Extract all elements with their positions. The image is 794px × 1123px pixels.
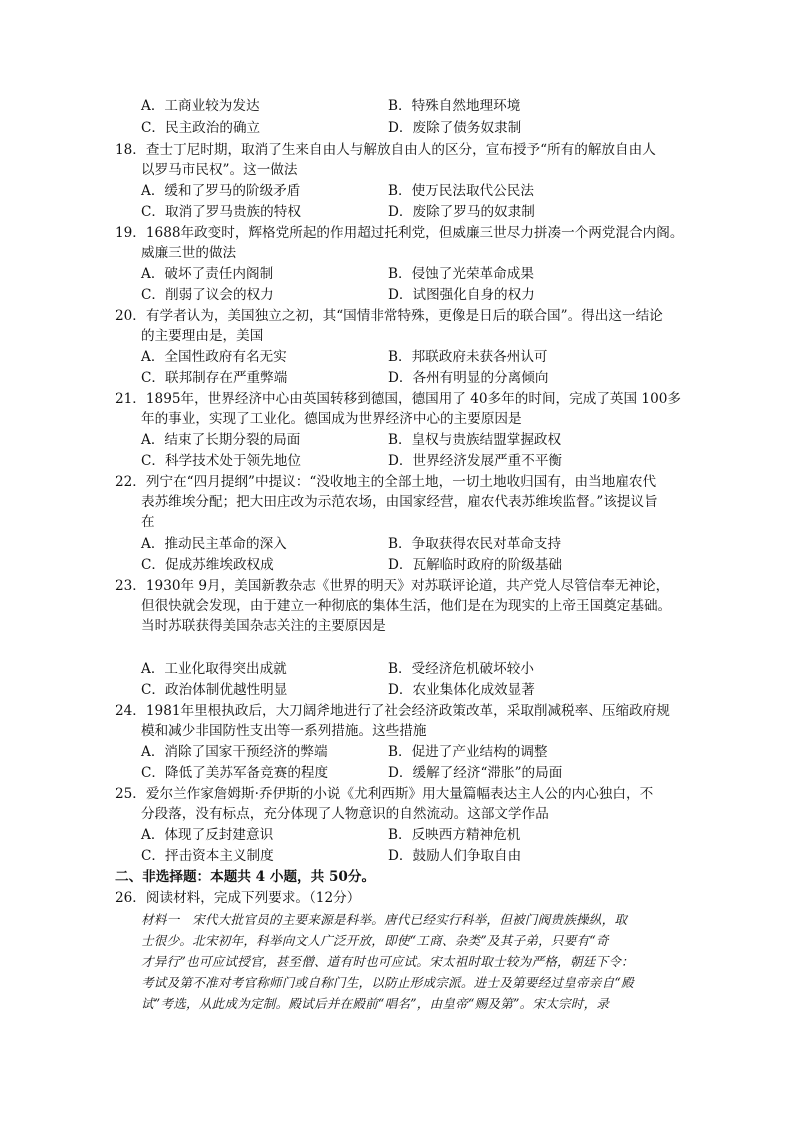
q17-option-d: D．废除了债务奴隶制: [388, 120, 522, 136]
q23-option-b: B．受经济危机破坏较小: [388, 661, 534, 677]
q19-stem-line-1: 19．1688年政变时，辉格党所起的作用超过托利党，但威廉三世尽力拼凑一个两党混合内阁。: [115, 225, 684, 241]
q23-stem-line-2: 但很快就会发现，由于建立一种彻底的集体生活，他们是在为现实的上帝王国奠定基础。: [141, 598, 672, 614]
q25-stem-line-2: 分段落，没有标点，充分体现了人物意识的自然流动。这部文学作品: [141, 806, 549, 822]
q23-stem-line-3: 当时苏联获得美国杂志关注的主要原因是: [141, 618, 386, 634]
q22-stem-line-2: 表苏维埃分配；把大田庄改为示范农场，由国家经营，雇农代表苏维埃监督。”该提议旨: [141, 494, 658, 510]
q25-option-c: C．抨击资本主义制度: [141, 848, 274, 864]
q23-option-c: C．政治体制优越性明显: [141, 682, 288, 698]
q26-material-line-1: 材料一 宋代大批官员的主要来源是科举。唐代已经实行科举，但被门阀贵族操纵，取: [141, 912, 628, 927]
q18-option-c: C．取消了罗马贵族的特权: [141, 204, 301, 220]
q23-option-d: D．农业集体化成效显著: [388, 682, 535, 698]
q26-material-line-4: 考试及第不准对考官称师门或自称门生，以防止形成宗派。进士及第要经过皇帝亲自“殿: [141, 975, 634, 990]
q22-option-b: B．争取获得农民对革命支持: [388, 536, 562, 552]
q25-option-a: A．体现了反封建意识: [141, 827, 274, 843]
q19-option-c: C．削弱了议会的权力: [141, 287, 274, 303]
q18-stem-line-1: 18．查士丁尼时期，取消了生来自由人与解放自由人的区分，宣布授予“所有的解放自由人: [115, 142, 656, 158]
q19-option-b: B．侵蚀了光荣革命成果: [388, 266, 534, 282]
q21-option-a: A．结束了长期分裂的局面: [141, 432, 301, 448]
q26-material-line-3: 才异行”也可应试授官，甚至僧、道有时也可应试。宋太祖时取士较为严格，朝廷下令：: [141, 954, 634, 969]
q26-stem: 26．阅读材料，完成下列要求。（12分）: [115, 890, 361, 906]
q20-stem-line-1: 20．有学者认为，美国独立之初，其“国情非常特殊，更像是日后的联合国”。得出这一结论: [115, 308, 663, 324]
q18-option-d: D．废除了罗马的奴隶制: [388, 204, 535, 220]
q24-stem-line-2: 模和减少非国防性支出等一系列措施。这些措施: [141, 723, 427, 739]
q18-stem-line-2: 以罗马市民权”。这一做法: [141, 162, 298, 178]
q22-option-a: A．推动民主革命的深入: [141, 536, 287, 552]
q25-option-b: B．反映西方精神危机: [388, 827, 521, 843]
q20-option-a: A．全国性政府有名无实: [141, 349, 287, 365]
q20-option-d: D．各州有明显的分离倾向: [388, 370, 549, 386]
q21-stem-line-1: 21．1895年，世界经济中心由英国转移到德国，德国用了 40多年的时间，完成了英国 100多: [115, 391, 681, 407]
q24-option-d: D．缓解了经济“滞胀”的局面: [388, 765, 563, 781]
q21-option-c: C．科学技术处于领先地位: [141, 453, 301, 469]
q21-stem-line-2: 年的事业，实现了工业化。德国成为世界经济中心的主要原因是: [141, 411, 522, 427]
q22-stem-line-3: 在: [141, 514, 155, 530]
q24-stem-line-1: 24．1981年里根执政后，大刀阔斧地进行了社会经济政策改革，采取削减税率、压缩政府规: [115, 703, 670, 719]
q24-option-a: A．消除了国家干预经济的弊端: [141, 744, 328, 760]
q22-option-d: D．瓦解临时政府的阶级基础: [388, 557, 563, 573]
q25-stem-line-1: 25．爱尔兰作家詹姆斯·乔伊斯的小说《尤利西斯》用大量篇幅表达主人公的内心独白，不: [115, 786, 654, 802]
q19-option-a: A．破坏了责任内阁制: [141, 266, 274, 282]
q23-option-a: A．工业化取得突出成就: [141, 661, 287, 677]
q20-option-b: B．邦联政府未获各州认可: [388, 349, 548, 365]
q21-option-b: B．皇权与贵族结盟掌握政权: [388, 432, 562, 448]
q21-option-d: D．世界经济发展严重不平衡: [388, 453, 563, 469]
q19-option-d: D．试图强化自身的权力: [388, 287, 535, 303]
q26-material-line-5: 试”考选，从此成为定制。殿试后并在殿前“唱名”，由皇帝“赐及第”。宋太宗时，录: [141, 996, 610, 1011]
q22-option-c: C．促成苏维埃政权成: [141, 557, 274, 573]
q26-material-line-2: 士很少。北宋初年，科举向文人广泛开放，即使“工商、杂类”及其子弟，只要有“奇: [141, 933, 609, 948]
q23-stem-line-1: 23．1930年 9月，美国新教杂志《世界的明天》对苏联评论道，共产党人尽管信奉无神论，: [115, 578, 670, 594]
q17-option-b: B．特殊自然地理环境: [388, 98, 521, 114]
q17-option-c: C．民主政治的确立: [141, 120, 261, 136]
q19-stem-line-2: 威廉三世的做法: [141, 245, 237, 261]
q20-option-c: C．联邦制存在严重弊端: [141, 370, 288, 386]
q20-stem-line-2: 的主要理由是，美国: [141, 328, 264, 344]
q17-option-a: A．工商业较为发达: [141, 98, 260, 114]
q24-option-b: B．促进了产业结构的调整: [388, 744, 548, 760]
q22-stem-line-1: 22．列宁在“四月提纲”中提议：“没收地主的全部土地，一切土地收归国有，由当地雇农代: [115, 474, 657, 490]
q24-option-c: C．降低了美苏军备竞赛的程度: [141, 765, 329, 781]
q18-option-a: A．缓和了罗马的阶级矛盾: [141, 183, 301, 199]
section-heading: 二、非选择题：本题共 4 小题，共 50分。: [115, 869, 376, 885]
q25-option-d: D．鼓励人们争取自由: [388, 848, 522, 864]
q18-option-b: B．使万民法取代公民法: [388, 183, 534, 199]
